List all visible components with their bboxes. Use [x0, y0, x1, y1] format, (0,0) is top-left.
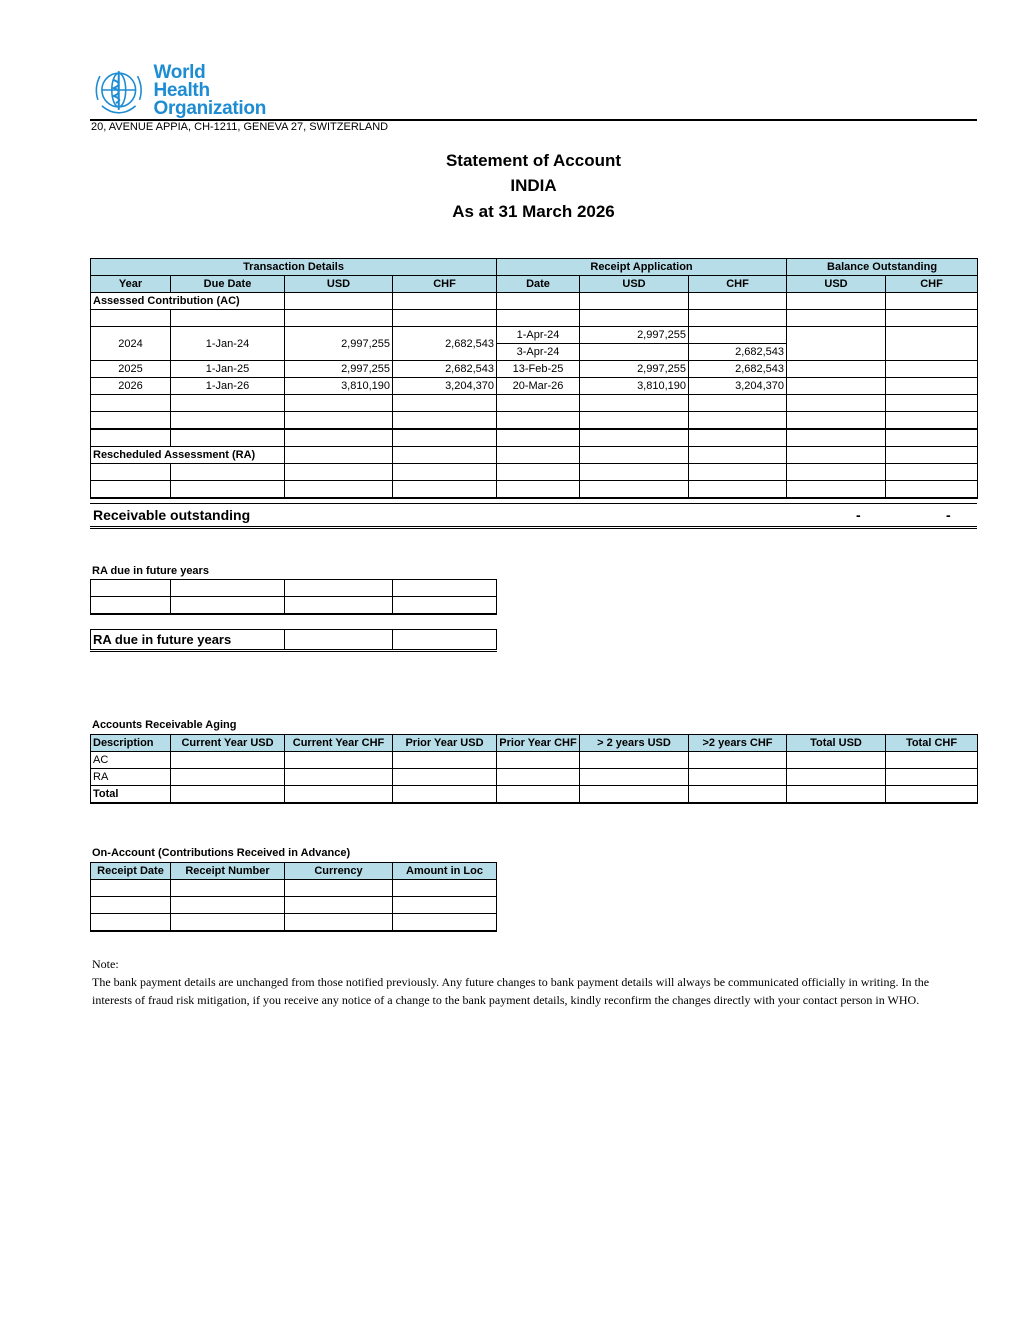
note-block: [92, 955, 972, 1009]
note-body: The bank payment details are unchanged from those notified previously. Any future changes to bank payment details will always be communicated officially in writing. In the interests of fraud risk mitigation, if you receive any notice of a change to the bank payment details, kindly reconfirm the changes directly with your contact person in WHO.: [92, 975, 930, 1007]
receivable-label: Receivable outstanding: [93, 507, 251, 523]
aging-col-prior-usd: Prior Year USD: [393, 735, 497, 752]
cell-usd: 2,997,255: [285, 361, 393, 378]
aging-col-total-usd: Total USD: [787, 735, 886, 752]
table-row: [91, 361, 978, 378]
table-row: [91, 378, 978, 395]
cell-receipt-usd: 3,810,190: [580, 378, 689, 395]
ra-future-label: RA due in future years: [92, 565, 209, 577]
col-amount-in-loc: Amount in Loc: [393, 863, 497, 880]
cell-receipt-date: 1-Apr-24: [497, 327, 580, 344]
cell-usd: 3,810,190: [285, 378, 393, 395]
group-receipt-application: Receipt Application: [497, 259, 787, 276]
statement-title: Statement of Account: [445, 151, 622, 170]
cell-receipt-chf: 2,682,543: [689, 344, 787, 361]
note-heading: Note:: [92, 957, 119, 971]
group-transaction-details: Transaction Details: [91, 259, 497, 276]
cell-due-date: 1-Jan-25: [171, 361, 285, 378]
col-receipt-chf: CHF: [689, 276, 787, 293]
aging-row-ra: RA: [91, 769, 171, 786]
cell-due-date: 1-Jan-24: [171, 327, 285, 361]
receivable-chf: -: [946, 507, 951, 523]
cell-chf: 2,682,543: [393, 327, 497, 361]
cell-receipt-chf: 3,204,370: [689, 378, 787, 395]
col-balance-chf: CHF: [886, 276, 978, 293]
on-account-table: [90, 862, 497, 932]
ra-future-table: [90, 579, 497, 615]
col-year: Year: [91, 276, 171, 293]
aging-table: [90, 734, 978, 804]
cell-due-date: 1-Jan-26: [171, 378, 285, 395]
aging-col-prior-chf: Prior Year CHF: [497, 735, 580, 752]
aging-col-current-chf: Current Year CHF: [285, 735, 393, 752]
section-assessed-contribution: Assessed Contribution (AC): [91, 293, 285, 310]
table-row: [91, 769, 978, 786]
aging-row-total: Total: [91, 786, 171, 804]
who-emblem-icon: [90, 66, 147, 116]
col-balance-usd: USD: [787, 276, 886, 293]
aging-col-2y-usd: > 2 years USD: [580, 735, 689, 752]
cell-chf: 2,682,543: [393, 361, 497, 378]
cell-chf: 3,204,370: [393, 378, 497, 395]
cell-receipt-date: 13-Feb-25: [497, 361, 580, 378]
aging-row-ac: AC: [91, 752, 171, 769]
cell-year: 2024: [91, 327, 171, 361]
aging-col-description: Description: [91, 735, 171, 752]
ra-future-total-table: [90, 629, 497, 652]
col-due-date: Due Date: [171, 276, 285, 293]
group-balance-outstanding: Balance Outstanding: [787, 259, 978, 276]
statement-table: [90, 258, 978, 499]
as-at-title: As at 31 March 2026: [452, 202, 615, 221]
logo-line1: World Health: [153, 62, 210, 101]
col-chf: CHF: [393, 276, 497, 293]
aging-col-total-chf: Total CHF: [886, 735, 978, 752]
cell-usd: 2,997,255: [285, 327, 393, 361]
table-row: [91, 752, 978, 769]
aging-label: Accounts Receivable Aging: [92, 719, 237, 731]
col-date: Date: [497, 276, 580, 293]
col-receipt-number: Receipt Number: [171, 863, 285, 880]
receivable-usd: -: [856, 507, 861, 523]
receivable-outstanding-row: [90, 503, 977, 529]
logo-line2: Organization: [153, 98, 266, 119]
table-row: [91, 327, 978, 344]
col-receipt-usd: USD: [580, 276, 689, 293]
cell-receipt-date: 3-Apr-24: [497, 344, 580, 361]
country-title: INDIA: [510, 176, 557, 195]
aging-col-current-usd: Current Year USD: [171, 735, 285, 752]
table-row: [91, 786, 978, 804]
cell-receipt-usd: 2,997,255: [580, 327, 689, 344]
section-rescheduled-assessment: Rescheduled Assessment (RA): [91, 447, 285, 464]
ra-future-total-label: RA due in future years: [91, 630, 285, 651]
col-receipt-date: Receipt Date: [91, 863, 171, 880]
col-usd: USD: [285, 276, 393, 293]
col-currency: Currency: [285, 863, 393, 880]
aging-col-2y-chf: >2 years CHF: [689, 735, 787, 752]
on-account-label: On-Account (Contributions Received in Advance): [92, 847, 351, 859]
address: 20, AVENUE APPIA, CH-1211, GENEVA 27, SWITZERLAND: [91, 121, 389, 133]
who-logo: [90, 62, 266, 119]
cell-receipt-date: 20-Mar-26: [497, 378, 580, 395]
cell-receipt-usd: 2,997,255: [580, 361, 689, 378]
cell-year: 2025: [91, 361, 171, 378]
cell-year: 2026: [91, 378, 171, 395]
cell-receipt-chf: 2,682,543: [689, 361, 787, 378]
